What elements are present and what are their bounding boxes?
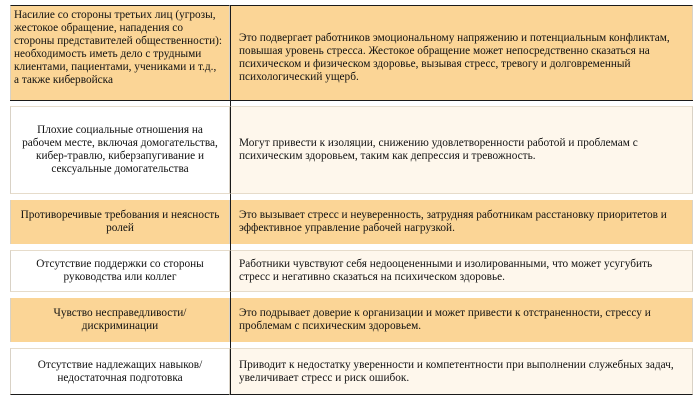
table-row [10,298,693,342]
factor-cell: Насилие со стороны третьих лиц (угрозы, жестокое обращение, нападения со стороны представителей общественности): необходимость иметь дело с трудными клиентами, пациентами, учениками и т.д., а также кибервойска [10,5,230,100]
table-row [10,200,693,244]
table-row [10,348,693,395]
impact-cell: Приводит к недостатку уверенности и компетентности при выполнении служебных задач, увеличивает стресс и риск ошибок. [230,348,693,395]
factor-cell: Отсутствие поддержки со стороны руководства или коллег [10,250,230,292]
table-row [10,106,693,194]
impact-cell: Это подрывает доверие к организации и может привести к отстраненности, стрессу и проблемам с психическим здоровьем. [230,298,693,342]
factor-cell: Противоречивые требования и неясность ролей [10,200,230,244]
impact-cell: Это вызывает стресс и неуверенность, затрудняя работникам расстановку приоритетов и эффективное управление рабочей нагрузкой. [230,200,693,244]
table-row [10,250,693,292]
risk-factors-table [10,5,693,395]
factor-cell: Чувство несправедливости/ дискриминации [10,298,230,342]
factor-cell: Плохие социальные отношения на рабочем месте, включая домогательства, кибер-травлю, киберзапугивание и сексуальные домогательства [10,106,230,194]
impact-cell: Это подвергает работников эмоциональному напряжению и потенциальным конфликтам, повышая уровень стресса. Жестокое обращение может непосредственно сказаться на психическом и физическом здоровье, вызывая стресс, тревогу и долговременный психологический ущерб. [230,5,693,100]
impact-cell: Работники чувствуют себя недооцененными и изолированными, что может усугубить стресс и негативно сказаться на психическом здоровье. [230,250,693,292]
risk-factors-table-wrapper [10,5,693,395]
impact-cell: Могут привести к изоляции, снижению удовлетворенности работой и проблемам с психическим здоровьем, таким как депрессия и тревожность. [230,106,693,194]
table-row [10,5,693,100]
factor-cell: Отсутствие надлежащих навыков/недостаточная подготовка [10,348,230,395]
